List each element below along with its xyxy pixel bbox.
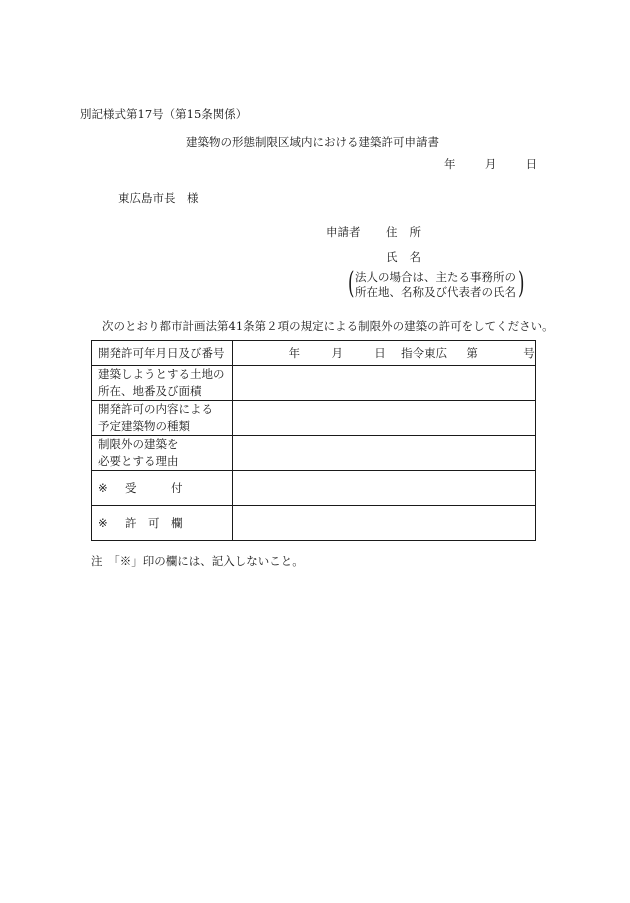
corporation-note-line2: 所在地、名称及び代表者の氏名 bbox=[355, 285, 516, 299]
permit-go: 号 bbox=[523, 346, 535, 360]
permit-dai: 第 bbox=[466, 346, 478, 360]
table-row bbox=[92, 401, 536, 436]
development-permit-label: 開発許可年月日及び番号 bbox=[92, 341, 233, 366]
date-day: 日 bbox=[525, 157, 538, 171]
table-row bbox=[92, 471, 536, 506]
date-year: 年 bbox=[444, 157, 456, 171]
reason-label bbox=[92, 436, 233, 471]
address-label: 住所 bbox=[386, 225, 433, 239]
permission-label bbox=[92, 506, 233, 541]
permit-year: 年 bbox=[288, 346, 301, 360]
addressee: 東広島市長 様 bbox=[118, 191, 199, 205]
development-permit-value[interactable] bbox=[233, 341, 536, 366]
close-paren: ) bbox=[518, 265, 525, 301]
applicant-label: 申請者 bbox=[326, 225, 361, 239]
table-row bbox=[92, 506, 536, 541]
building-type-label bbox=[92, 401, 233, 436]
permission-text: 許 可 欄 bbox=[124, 516, 183, 530]
corporation-note bbox=[346, 265, 525, 301]
permission-mark: ※ bbox=[98, 516, 108, 530]
document-title: 建築物の形態制限区域内における建築許可申請書 bbox=[186, 135, 439, 149]
reception-value bbox=[233, 471, 536, 506]
date-month: 月 bbox=[484, 157, 497, 171]
building-type-label-line2: 予定建築物の種類 bbox=[98, 419, 190, 433]
form-number: 別記様式第17号（第15条関係） bbox=[80, 107, 248, 121]
building-type-label-line1: 開発許可の内容による bbox=[98, 402, 213, 416]
application-table bbox=[91, 340, 536, 541]
permit-day: 日 bbox=[374, 346, 386, 360]
reason-label-line2: 必要とする理由 bbox=[98, 454, 179, 468]
request-text: 次のとおり都市計画法第41条第２項の規定による制限外の建築の許可をしてください。 bbox=[102, 319, 554, 333]
reception-text: 受 付 bbox=[124, 481, 183, 495]
name-label: 氏名 bbox=[386, 250, 433, 264]
corporation-note-line1: 法人の場合は、主たる事務所の bbox=[355, 270, 516, 284]
reception-label bbox=[92, 471, 233, 506]
footnote: 注 「※」印の欄には、記入しないこと。 bbox=[91, 554, 304, 568]
date-line bbox=[444, 156, 537, 172]
land-location-value[interactable] bbox=[233, 366, 536, 401]
open-paren: ( bbox=[348, 265, 355, 301]
building-type-value[interactable] bbox=[233, 401, 536, 436]
land-location-label bbox=[92, 366, 233, 401]
land-location-label-line1: 建築しようとする土地の bbox=[98, 367, 225, 381]
reception-mark: ※ bbox=[98, 481, 108, 495]
reason-value[interactable] bbox=[233, 436, 536, 471]
permission-value bbox=[233, 506, 536, 541]
permit-directive: 指令東広 bbox=[401, 346, 448, 360]
table-row bbox=[92, 436, 536, 471]
land-location-label-line2: 所在、地番及び面積 bbox=[98, 384, 202, 398]
table-row bbox=[92, 341, 536, 366]
permit-month: 月 bbox=[331, 346, 343, 360]
reason-label-line1: 制限外の建築を bbox=[98, 437, 179, 451]
table-row bbox=[92, 366, 536, 401]
